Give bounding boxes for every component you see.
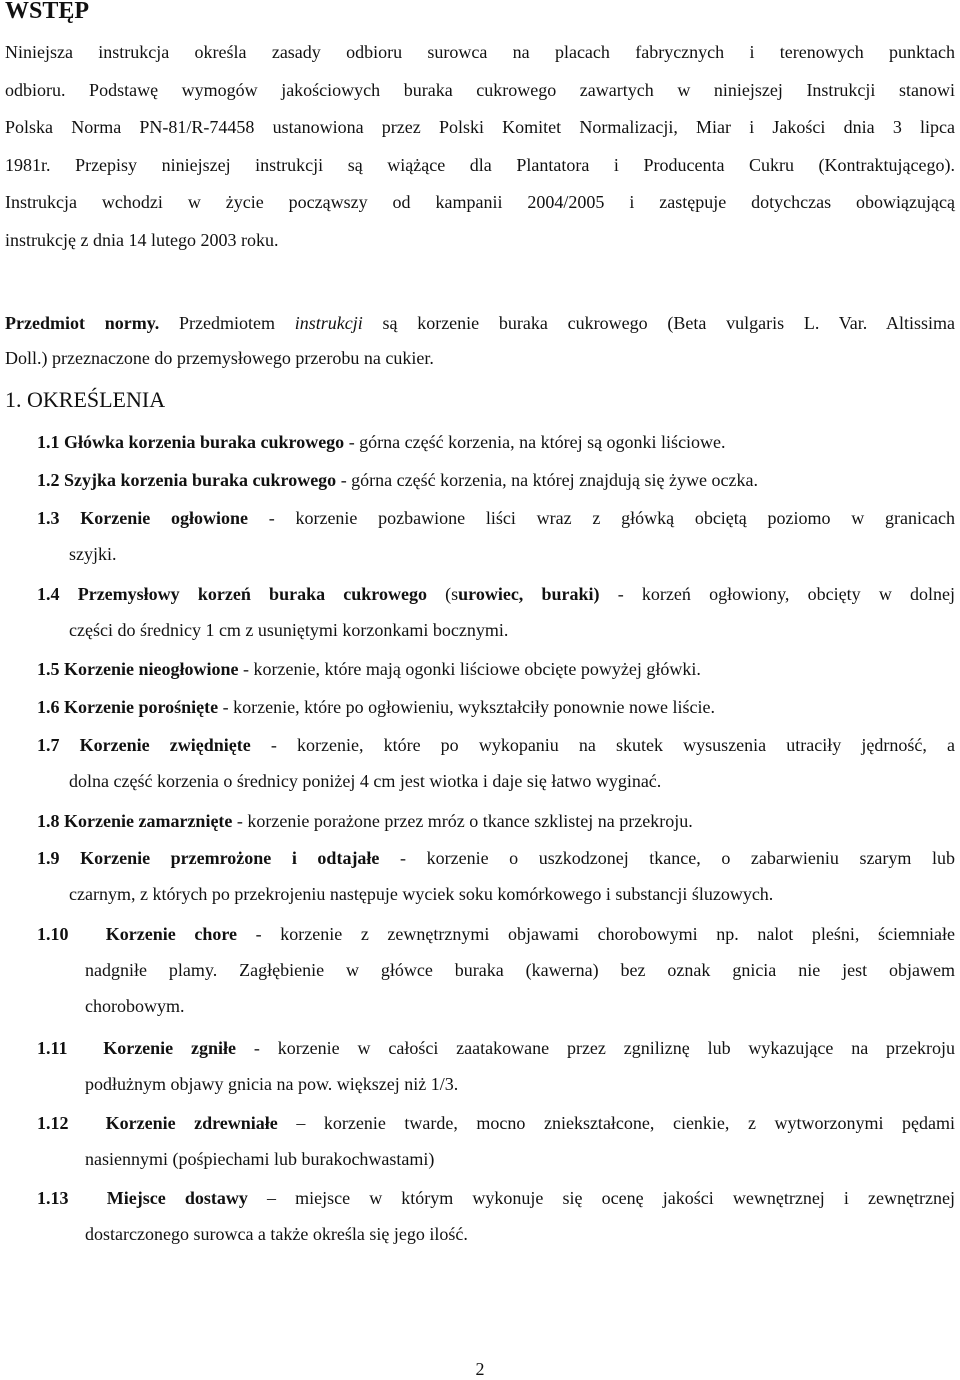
definition-item xyxy=(37,840,955,912)
intro-line: instrukcję z dnia 14 lutego 2003 roku. xyxy=(5,229,279,250)
definition-item xyxy=(37,1030,955,1102)
definition-line xyxy=(37,1030,955,1066)
definition-term: Szyjka korzenia buraka cukrowego xyxy=(64,470,337,490)
definition-text: - korzenie pozbawione liści wraz z główką obciętą poziomo w granicach xyxy=(247,508,955,528)
definition-line xyxy=(37,916,955,952)
definition-text: - górna część korzenia, na której znajdują się żywe oczka. xyxy=(336,470,758,490)
definition-term: Korzenie chore xyxy=(105,924,237,944)
intro-line: Instrukcja wchodzi w życie począwszy od kampanii 2004/2005 i zastępuje dotychczas obowiązującą xyxy=(5,192,955,213)
definition-item xyxy=(37,576,955,648)
section-title: 1. OKREŚLENIA xyxy=(5,387,166,412)
definition-number: 1.1 xyxy=(37,432,60,452)
definition-text: – miejsce w którym wykonuje się ocenę jakości wewnętrznej i zewnętrznej xyxy=(247,1188,955,1208)
definition-continuation: części do średnicy 1 cm z usuniętymi korzonkami bocznymi. xyxy=(69,620,509,640)
definition-line xyxy=(37,1105,955,1141)
page-heading: WSTĘP xyxy=(5,0,90,24)
definition-continuation: dostarczonego surowca a także określa się jego ilość. xyxy=(85,1224,468,1244)
subject-italic: instrukcji xyxy=(294,313,363,333)
definition-line xyxy=(37,1180,955,1216)
intro-line: 1981r. Przepisy niniejszej instrukcji są wiążące dla Plantatora i Producenta Cukru (Kontraktującego). xyxy=(5,154,955,175)
definition-term: Przemysłowy korzeń buraka cukrowego xyxy=(77,584,427,604)
definition-term: Korzenie zgniłe xyxy=(103,1038,237,1058)
definition-line xyxy=(37,576,955,612)
definition-continuation: chorobowym. xyxy=(85,996,185,1016)
definition-number: 1.3 xyxy=(37,508,60,528)
definition-number: 1.6 xyxy=(37,697,60,717)
definition-continuation: szyjki. xyxy=(69,544,117,564)
definition-term: Korzenie ogłowione xyxy=(80,508,248,528)
definition-term: Korzenie nieogłowione xyxy=(64,659,239,679)
definition-number: 1.13 xyxy=(37,1188,69,1208)
intro-line: odbioru. Podstawę wymogów jakościowych buraka cukrowego zawartych w niniejszej Instrukcji stanowi xyxy=(5,79,955,100)
definition-line xyxy=(37,803,955,839)
intro-line: Niniejsza instrukcja określa zasady odbioru surowca na placach fabrycznych i terenowych punktach xyxy=(5,42,955,62)
definition-text: - korzenie, które po wykopaniu na skutek wysuszenia utraciły jędrność, a xyxy=(250,735,955,755)
definition-number: 1.8 xyxy=(37,811,60,831)
definition-number: 1.4 xyxy=(37,584,60,604)
intro-paragraph xyxy=(5,34,955,260)
definition-continuation: podłużnym objawy gnicia na pow. większej niż 1/3. xyxy=(85,1074,459,1094)
definition-continuation: nadgniłe plamy. Zagłębienie w główce buraka (kawerna) bez oznak gnicia nie jest objawem xyxy=(85,960,955,980)
definition-text: - korzenie o uszkodzonej tkance, o zabarwieniu szarym lub xyxy=(379,848,956,868)
definition-item xyxy=(37,1105,955,1177)
subject-text: są korzenie buraka cukrowego (Beta vulgaris L. Var. Altissima xyxy=(362,313,955,333)
definition-number: 1.11 xyxy=(37,1038,68,1058)
definition-line xyxy=(37,500,955,536)
subject-label: Przedmiot normy. xyxy=(5,313,160,333)
definition-item xyxy=(37,500,955,572)
definition-number: 1.9 xyxy=(37,848,60,868)
definition-item xyxy=(37,689,955,725)
definition-line xyxy=(37,689,955,725)
definition-term: urowiec, buraki) xyxy=(458,584,600,604)
definition-term: Miejsce dostawy xyxy=(106,1188,248,1208)
definition-text: - korzenie, które mają ogonki liściowe obcięte powyżej główki. xyxy=(238,659,701,679)
subject-paragraph xyxy=(5,306,955,376)
definition-term: Korzenie porośnięte xyxy=(64,697,219,717)
definition-number: 1.10 xyxy=(37,924,69,944)
subject-text: Przedmiotem xyxy=(159,313,295,333)
definition-line xyxy=(37,424,955,460)
definition-text: - górna część korzenia, na której są ogonki liściowe. xyxy=(344,432,726,452)
definition-text: - korzenie porażone przez mróz o tkance szklistej na przekroju. xyxy=(232,811,693,831)
definition-line xyxy=(37,462,955,498)
definition-item xyxy=(37,727,955,799)
page-number: 2 xyxy=(475,1359,485,1379)
definition-line xyxy=(37,840,955,876)
definition-text: - korzenie, które po ogłowieniu, wykształciły ponownie nowe liście. xyxy=(218,697,716,717)
definition-term: Korzenie zwiędnięte xyxy=(79,735,251,755)
definition-item xyxy=(37,916,955,1024)
definition-text: - korzenie w całości zaatakowane przez zgniliznę lub wykazujące na przekroju xyxy=(236,1038,955,1058)
definition-term: Korzenie zamarznięte xyxy=(64,811,233,831)
definition-text: – korzenie twarde, mocno zniekształcone, cienkie, z wytworzonymi pędami xyxy=(277,1113,956,1133)
definition-term: Korzenie zdrewniałe xyxy=(105,1113,278,1133)
definition-item xyxy=(37,651,955,687)
definition-item xyxy=(37,803,955,839)
definition-text: (s xyxy=(426,584,459,604)
definition-text: - korzeń ogłowiony, obcięty w dolnej xyxy=(599,584,956,604)
definition-continuation: dolna część korzenia o średnicy poniżej 4 cm jest wiotka i daje się łatwo wyginać. xyxy=(69,771,662,791)
definition-number: 1.2 xyxy=(37,470,60,490)
definition-term: Główka korzenia buraka cukrowego xyxy=(64,432,345,452)
definition-number: 1.7 xyxy=(37,735,60,755)
definition-item xyxy=(37,462,955,498)
definition-item xyxy=(37,1180,955,1252)
definition-continuation: nasiennymi (pośpiechami lub burakochwastami) xyxy=(85,1149,435,1169)
subject-line: Doll.) przeznaczone do przemysłowego przerobu na cukier. xyxy=(5,348,434,368)
definition-number: 1.5 xyxy=(37,659,60,679)
definition-text: - korzenie z zewnętrznymi objawami chorobowymi np. nalot pleśni, ściemniałe xyxy=(237,924,956,944)
definition-line xyxy=(37,651,955,687)
intro-line: Polska Norma PN-81/R-74458 ustanowiona przez Polski Komitet Normalizacji, Miar i Jakości dnia 3 lipca xyxy=(5,117,955,138)
definition-line xyxy=(37,727,955,763)
definition-term: Korzenie przemrożone i odtajałe xyxy=(80,848,380,868)
definition-continuation: czarnym, z których po przekrojeniu następuje wyciek soku komórkowego i substancji śluzowych. xyxy=(69,884,774,904)
definition-number: 1.12 xyxy=(37,1113,69,1133)
definition-item xyxy=(37,424,955,460)
subject-line xyxy=(5,306,955,341)
